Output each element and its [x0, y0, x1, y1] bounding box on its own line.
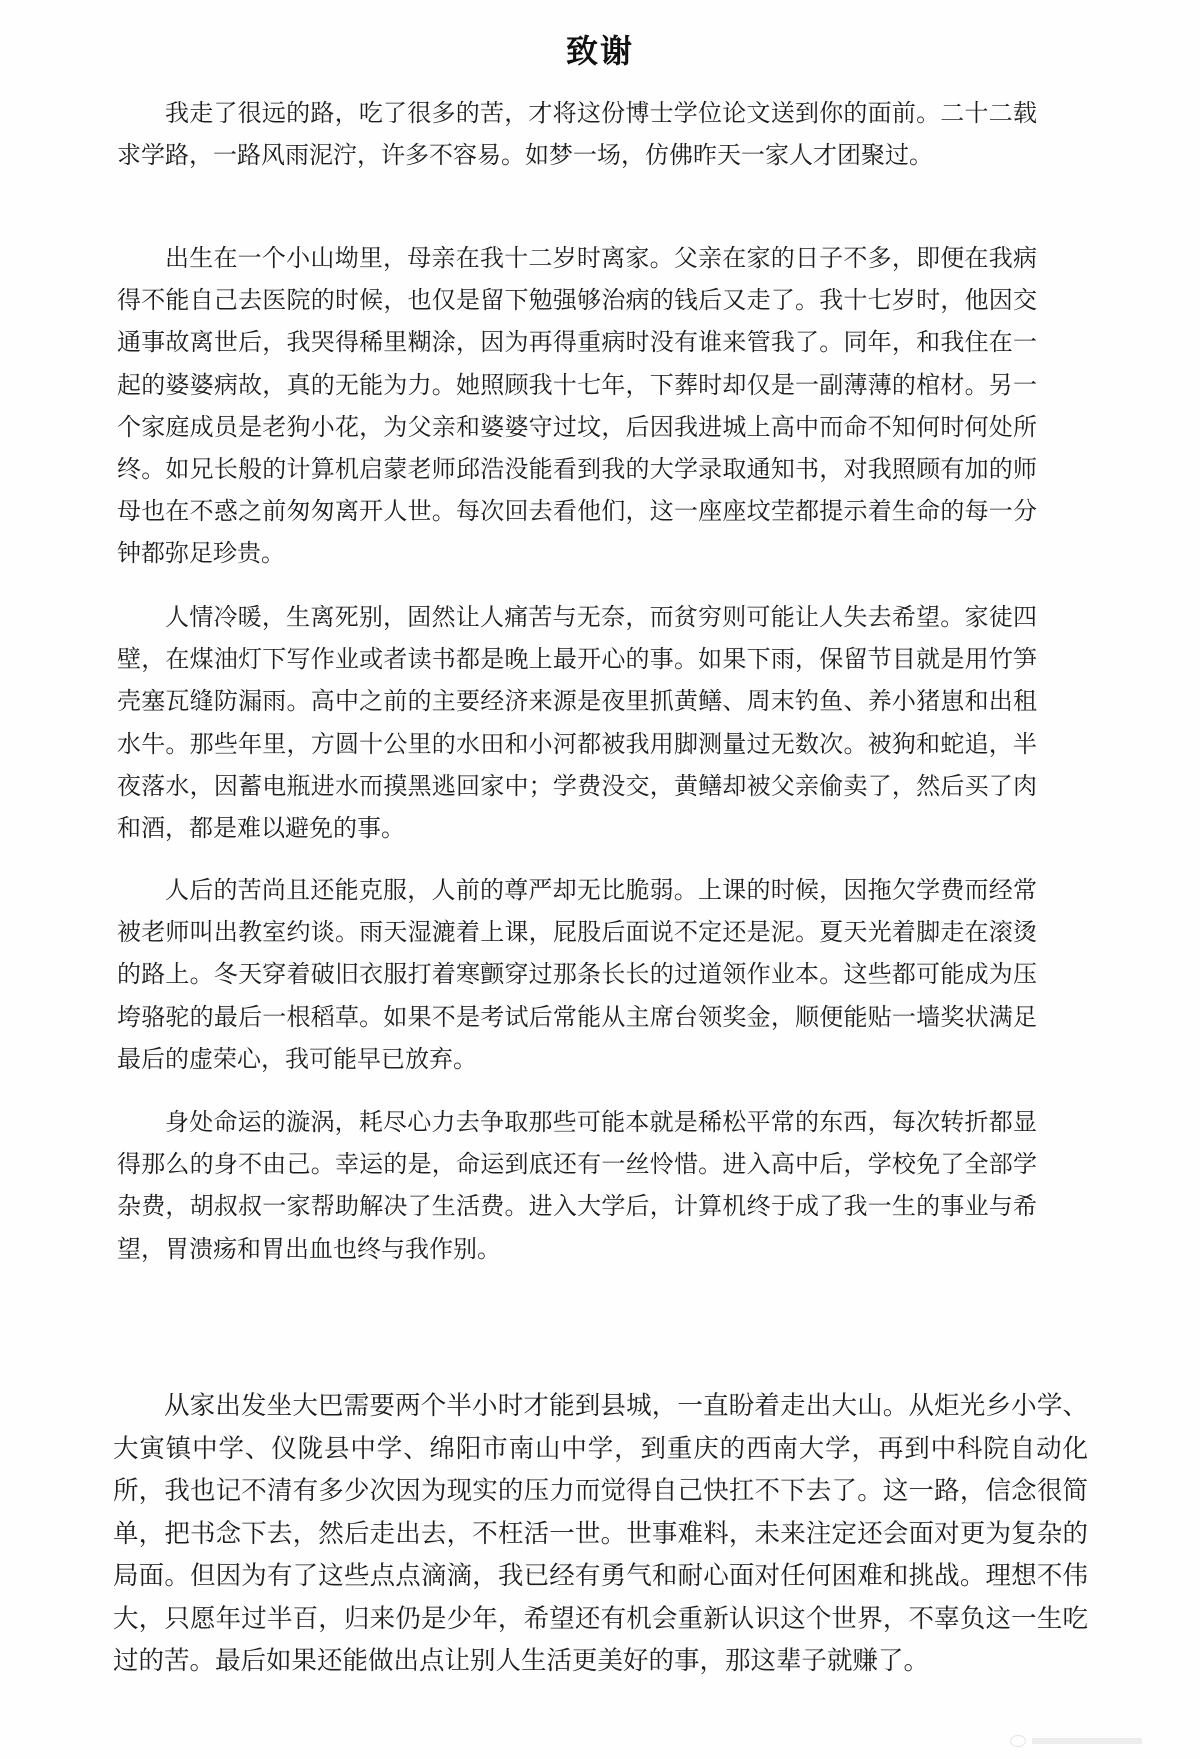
page-title: 致谢: [565, 32, 634, 70]
watermark: [1010, 1733, 1160, 1747]
watermark-text-blur: [1032, 1738, 1142, 1744]
paragraph-5: 身处命运的漩涡，耗尽心力去争取那些可能本就是稀松平常的东西，每次转折都显得那么的身不由己。幸运的是，命运到底还有一丝怜惜。进入高中后，学校免了全部学杂费，胡叔叔一家帮助解决了生活费。进入大学后，计算机终于成了我一生的事业与希望，胃溃疡和胃出血也终与我作别。: [117, 1108, 1037, 1263]
watermark-logo-icon: [1010, 1735, 1026, 1747]
paragraph-3: 人情冷暖，生离死别，固然让人痛苦与无奈，而贫穷则可能让人失去希望。家徒四壁，在煤油灯下写作业或者读书都是晚上最开心的事。如果下雨，保留节目就是用竹笋壳塞瓦缝防漏雨。高中之前的主要经济来源是夜里抓黄鳝、周末钓鱼、养小猪崽和出租水牛。那些年里，方圆十公里的水田和小河都被我用脚测量过无数次。被狗和蛇追，半夜落水，因蓄电瓶进水而摸黑逃回家中；学费没交，黄鳝却被父亲偷卖了，然后买了肉和酒，都是难以避免的事。: [117, 603, 1037, 843]
paragraph-1: 我走了很远的路，吃了很多的苦，才将这份博士学位论文送到你的面前。二十二载求学路，一路风雨泥泞，许多不容易。如梦一场，仿佛昨天一家人才团聚过。: [117, 99, 1037, 170]
paragraph-2: 出生在一个小山坳里，母亲在我十二岁时离家。父亲在家的日子不多，即便在我病得不能自己去医院的时候，也仅是留下勉强够治病的钱后又走了。我十七岁时，他因交通事故离世后，我哭得稀里糊涂，因为再得重病时没有谁来管我了。同年，和我住在一起的婆婆病故，真的无能为力。她照顾我十七年，下葬时却仅是一副薄薄的棺材。另一个家庭成员是老狗小花，为父亲和婆婆守过坟，后因我进城上高中而命不知何时何处所终。如兄长般的计算机启蒙老师邱浩没能看到我的大学录取通知书，对我照顾有加的师母也在不惑之前匆匆离开人世。每次回去看他们，这一座座坟茔都提示着生命的每一分钟都弥足珍贵。: [117, 244, 1037, 568]
paragraph-6: 从家出发坐大巴需要两个半小时才能到县城，一直盼着走出大山。从炬光乡小学、大寅镇中学、仪陇县中学、绵阳市南山中学，到重庆的西南大学，再到中科院自动化所，我也记不清有多少次因为现实的压力而觉得自己快扛不下去了。这一路，信念很简单，把书念下去，然后走出去，不枉活一世。世事难料，未来注定还会面对更为复杂的局面。但因为有了这些点点滴滴，我已经有勇气和耐心面对任何困难和挑战。理想不伟大，只愿年过半百，归来仍是少年，希望还有机会重新认识这个世界，不辜负这一生吃过的苦。最后如果还能做出点让别人生活更美好的事，那这辈子就赚了。: [113, 1391, 1088, 1676]
paragraph-4: 人后的苦尚且还能克服，人前的尊严却无比脆弱。上课的时候，因拖欠学费而经常被老师叫出教室约谈。雨天湿漉着上课，屁股后面说不定还是泥。夏天光着脚走在滚烫的路上。冬天穿着破旧衣服打着寒颤穿过那条长长的过道领作业本。这些都可能成为压垮骆驼的最后一根稻草。如果不是考试后常能从主席台领奖金，顺便能贴一墙奖状满足最后的虚荣心，我可能早已放弃。: [117, 876, 1037, 1073]
